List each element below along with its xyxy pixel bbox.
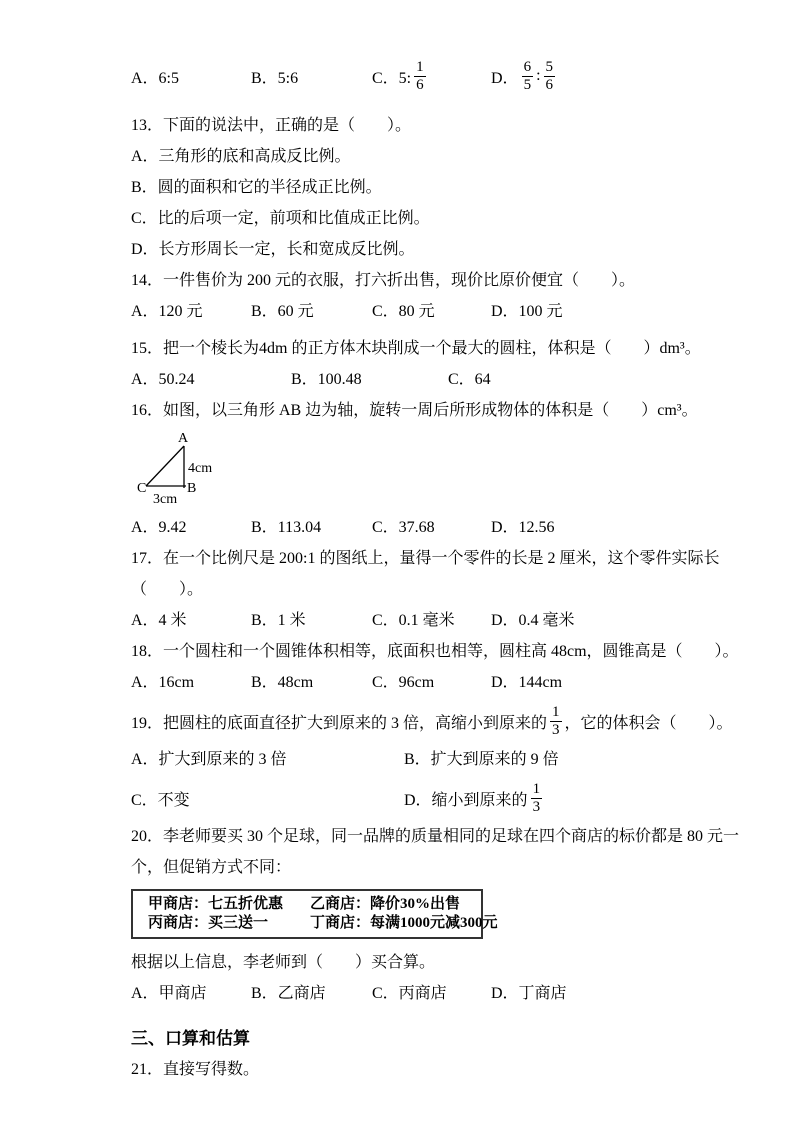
q20-promo-box xyxy=(131,889,498,939)
q13-option-d: D．长方形周长一定，长和宽成反比例。 xyxy=(131,241,415,258)
q19-options-row1 xyxy=(131,744,684,775)
q12-option-d-fraction-2 xyxy=(544,59,556,92)
q19-option-a: A．扩大到原来的 3 倍 xyxy=(131,751,287,768)
q19-stem-pre: 19．把圆柱的底面直径扩大到原来的 3 倍，高缩小到原来的 xyxy=(131,714,548,732)
q17-option-b: B．1 米 xyxy=(251,612,306,629)
q16-option-c: C．37.68 xyxy=(372,519,435,536)
q20-followup: 根据以上信息，李老师到（ ）买合算。 xyxy=(131,954,436,971)
q18-option-b: B．48cm xyxy=(251,674,314,691)
q18-option-d: D．144cm xyxy=(491,674,563,691)
q15-stem: 15．把一个棱长为4dm 的正方体木块削成一个最大的圆柱，体积是（ ）dm³。 xyxy=(131,340,701,357)
q20-option-c: C．丙商店 xyxy=(372,985,447,1002)
question-14 xyxy=(131,265,684,327)
q18-option-a: A．16cm xyxy=(131,674,195,691)
question-18 xyxy=(131,636,739,698)
q20-option-d: D．丁商店 xyxy=(491,985,567,1002)
q16-options xyxy=(131,512,684,543)
q20-option-a: A．甲商店 xyxy=(131,985,207,1002)
q18-option-c: C．96cm xyxy=(372,674,435,691)
q20-stem-line1: 20．李老师要买 30 个足球，同一品牌的质量相同的足球在四个商店的标价都是 80 元一 xyxy=(131,828,740,845)
vertex-b-label: B xyxy=(187,481,197,496)
q12-option-b: B．5:6 xyxy=(251,69,299,87)
fraction-denominator: 6 xyxy=(545,76,554,93)
fraction-numerator: 6 xyxy=(523,59,532,76)
q14-option-d: D．100 元 xyxy=(491,303,563,320)
q13-stem: 13．下面的说法中，正确的是（ ）。 xyxy=(131,117,412,134)
q19-option-b: B．扩大到原来的 9 倍 xyxy=(404,751,559,768)
q13-option-a: A．三角形的底和高成反比例。 xyxy=(131,148,351,165)
section-3-heading: 三、口算和估算 xyxy=(131,1029,250,1048)
q15-option-b: B．100.48 xyxy=(291,371,362,388)
q13-option-b: B．圆的面积和它的半径成正比例。 xyxy=(131,179,382,196)
q19-option-d xyxy=(404,781,684,814)
q14-option-a: A．120 元 xyxy=(131,303,203,320)
q17-options xyxy=(131,605,684,636)
q19-option-d-fraction xyxy=(531,781,543,814)
q19-stem-fraction xyxy=(550,704,562,737)
promo-shop-yi: 乙商店：降价30%出售 xyxy=(310,896,461,912)
q14-stem: 14．一件售价为 200 元的衣服，打六折出售，现价比原价便宜（ ）。 xyxy=(131,272,636,289)
q13-option-c: C．比的后项一定，前项和比值成正比例。 xyxy=(131,210,430,227)
q17-stem-line2: （ ）。 xyxy=(131,581,204,598)
q15-option-a: A．50.24 xyxy=(131,371,195,388)
side-3cm-label: 3cm xyxy=(153,492,178,507)
fraction-denominator: 5 xyxy=(523,76,532,93)
q19-stem-post: ，它的体积会（ ）。 xyxy=(564,714,733,732)
q12-option-d-fraction-1 xyxy=(522,59,534,92)
fraction-denominator: 3 xyxy=(532,798,541,815)
q18-options xyxy=(131,667,684,698)
promo-shop-ding: 丁商店：每满1000元减300元 xyxy=(310,915,498,931)
fraction-numerator: 1 xyxy=(552,704,560,721)
question-12-options xyxy=(131,50,684,102)
question-17 xyxy=(131,543,720,636)
q19-stem xyxy=(131,698,733,744)
q21-stem: 21．直接写得数。 xyxy=(131,1061,260,1078)
q12-option-d-colon: : xyxy=(536,67,541,84)
triangle-svg xyxy=(137,430,257,508)
fraction-denominator: 6 xyxy=(416,76,424,93)
q12-option-c-label: C．5: xyxy=(372,69,412,87)
q14-option-c: C．80 元 xyxy=(372,303,435,320)
fraction-numerator: 5 xyxy=(545,59,554,76)
q15-option-c: C．64 xyxy=(448,371,491,388)
promo-shop-bing: 丙商店：买三送一 xyxy=(148,915,269,931)
vertex-c-label: C xyxy=(137,481,147,496)
side-4cm-label: 4cm xyxy=(188,461,213,476)
promo-shop-jia: 甲商店：七五折优惠 xyxy=(148,896,284,912)
q17-option-c: C．0.1 毫米 xyxy=(372,612,455,629)
q19-option-c: C．不变 xyxy=(131,791,190,809)
q16-stem: 16．如图，以三角形 AB 边为轴，旋转一周后所形成物体的体积是（ ）cm³。 xyxy=(131,402,698,419)
q15-options xyxy=(131,364,684,395)
question-20 xyxy=(131,821,740,1009)
q12-option-a: A．6:5 xyxy=(131,69,180,87)
fraction-numerator: 1 xyxy=(532,781,541,798)
fraction-denominator: 3 xyxy=(552,721,560,738)
fraction-numerator: 1 xyxy=(416,59,424,76)
q16-option-a: A．9.42 xyxy=(131,519,187,536)
triangle-side-ca xyxy=(146,446,184,486)
q20-option-b: B．乙商店 xyxy=(251,985,326,1002)
vertex-a-label: A xyxy=(178,431,189,446)
question-15 xyxy=(131,333,701,395)
q17-option-d: D．0.4 毫米 xyxy=(491,612,575,629)
q16-option-b: B．113.04 xyxy=(251,519,322,536)
q16-option-d: D．12.56 xyxy=(491,519,555,536)
q20-stem-line2: 个，但促销方式不同： xyxy=(131,859,292,876)
q17-option-a: A．4 米 xyxy=(131,612,187,629)
q20-options xyxy=(131,978,684,1009)
q12-option-c xyxy=(372,59,491,92)
q19-option-d-label: D．缩小到原来的 xyxy=(404,791,528,809)
question-16 xyxy=(131,395,698,543)
q14-option-b: B．60 元 xyxy=(251,303,314,320)
q14-options xyxy=(131,296,684,327)
q17-stem-line1: 17．在一个比例尺是 200:1 的图纸上，量得一个零件的长是 2 厘米，这个零件实际长 xyxy=(131,550,720,567)
question-13 xyxy=(131,110,684,265)
q16-triangle-figure xyxy=(131,430,684,512)
q19-options-row2 xyxy=(131,775,684,821)
q12-option-d xyxy=(491,59,684,92)
question-19 xyxy=(131,698,733,821)
q18-stem: 18．一个圆柱和一个圆锥体积相等，底面积也相等，圆柱高 48cm，圆锥高是（ ）。 xyxy=(131,643,739,660)
q12-option-d-label: D． xyxy=(491,69,519,87)
q12-option-c-fraction xyxy=(414,59,426,92)
